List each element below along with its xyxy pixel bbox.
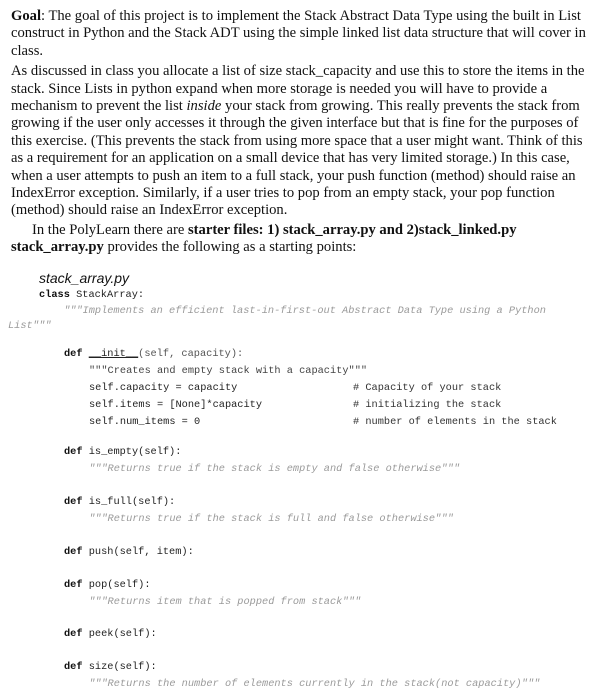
init-line-2: self.items = [None]*capacity	[89, 399, 263, 411]
push-def	[64, 546, 194, 558]
size-docstring: """Returns the number of elements currently in the stack(not capacity)"""	[89, 678, 541, 690]
init-comment-1: # Capacity of your stack	[353, 382, 502, 394]
description-paragraph	[11, 63, 589, 220]
def-keyword: def	[64, 628, 83, 640]
is-full-docstring: """Returns true if the stack is full and false otherwise"""	[89, 513, 454, 525]
init-def	[64, 348, 243, 360]
starter-text-a: In the PolyLearn there are	[32, 221, 188, 238]
assignment-text	[11, 8, 589, 257]
def-keyword: def	[64, 546, 83, 558]
is-empty-docstring: """Returns true if the stack is empty and false otherwise"""	[89, 463, 460, 475]
is-full-signature: is_full(self):	[82, 496, 176, 508]
class-name: StackArray:	[69, 289, 145, 301]
init-line-3: self.num_items = 0	[89, 416, 201, 428]
is-empty-def	[64, 446, 181, 458]
is-full-def	[64, 496, 175, 508]
class-docstring: """Implements an efficient last-in-first-out Abstract Data Type using a Python	[64, 305, 546, 317]
pop-docstring: """Returns item that is popped from stack"""	[89, 596, 361, 608]
def-keyword: def	[64, 446, 83, 458]
pop-signature: pop(self):	[82, 579, 151, 591]
is-empty-signature: is_empty(self):	[82, 446, 182, 458]
goal-label: Goal	[11, 8, 41, 24]
peek-def	[64, 628, 157, 640]
peek-signature: peek(self):	[82, 628, 157, 640]
pop-def	[64, 579, 151, 591]
class-line	[39, 289, 144, 301]
init-comment-3: # number of elements in the stack	[353, 416, 557, 428]
size-def	[64, 661, 157, 673]
starter-files-bold: starter files: 1) stack_array.py and 2)stack_linked.py	[188, 221, 517, 238]
init-name: __init__	[88, 348, 139, 360]
starter-text-d: provides the following as a starting points:	[103, 239, 357, 256]
size-signature: size(self):	[82, 661, 157, 673]
class-keyword: class	[39, 289, 70, 301]
code-filename: stack_array.py	[39, 270, 129, 286]
starter-files-paragraph	[11, 222, 589, 257]
starter-filename-bold: stack_array.py	[11, 239, 104, 256]
def-keyword: def	[64, 661, 83, 673]
push-signature: push(self, item):	[82, 546, 194, 558]
description-text-a: As discussed in class you allocate a list of size stack_capacity and use this to store the items in the stack. Since Lists in python expand when more storage is needed you will have to provide a mechanism to prevent the list	[11, 63, 585, 115]
class-docstring-cont: List"""	[8, 320, 52, 332]
goal-text: : The goal of this project is to implement the Stack Abstract Data Type using the built in List construct in Python and the Stack ADT using the simple linked list data structure that will cover in class.	[11, 8, 586, 59]
init-line-1: self.capacity = capacity	[89, 382, 238, 394]
description-text-b: your stack from growing. This really prevents the stack from growing if the user only accesses it through the given interface but that is fine for the purposes of this exercise. (This prevents the stack from using more space that a user might want. Think of this as a requirement for an application on a small device that has very limited storage.) In this case, when a user attempts to push an item to a full stack, your push function (method) should raise an IndexError exception. Similarly, if a user tries to pop from an empty stack, your pop function (method) should raise an IndexError exception.	[11, 98, 583, 219]
def-keyword: def	[64, 496, 83, 508]
description-emphasis: inside	[186, 98, 222, 115]
def-keyword: def	[64, 579, 83, 591]
init-params: (self, capacity):	[138, 348, 244, 360]
def-keyword: def	[64, 348, 83, 360]
goal-paragraph	[11, 8, 589, 60]
init-comment-2: # initializing the stack	[353, 399, 502, 411]
init-docstring: """Creates and empty stack with a capacity"""	[89, 365, 368, 377]
